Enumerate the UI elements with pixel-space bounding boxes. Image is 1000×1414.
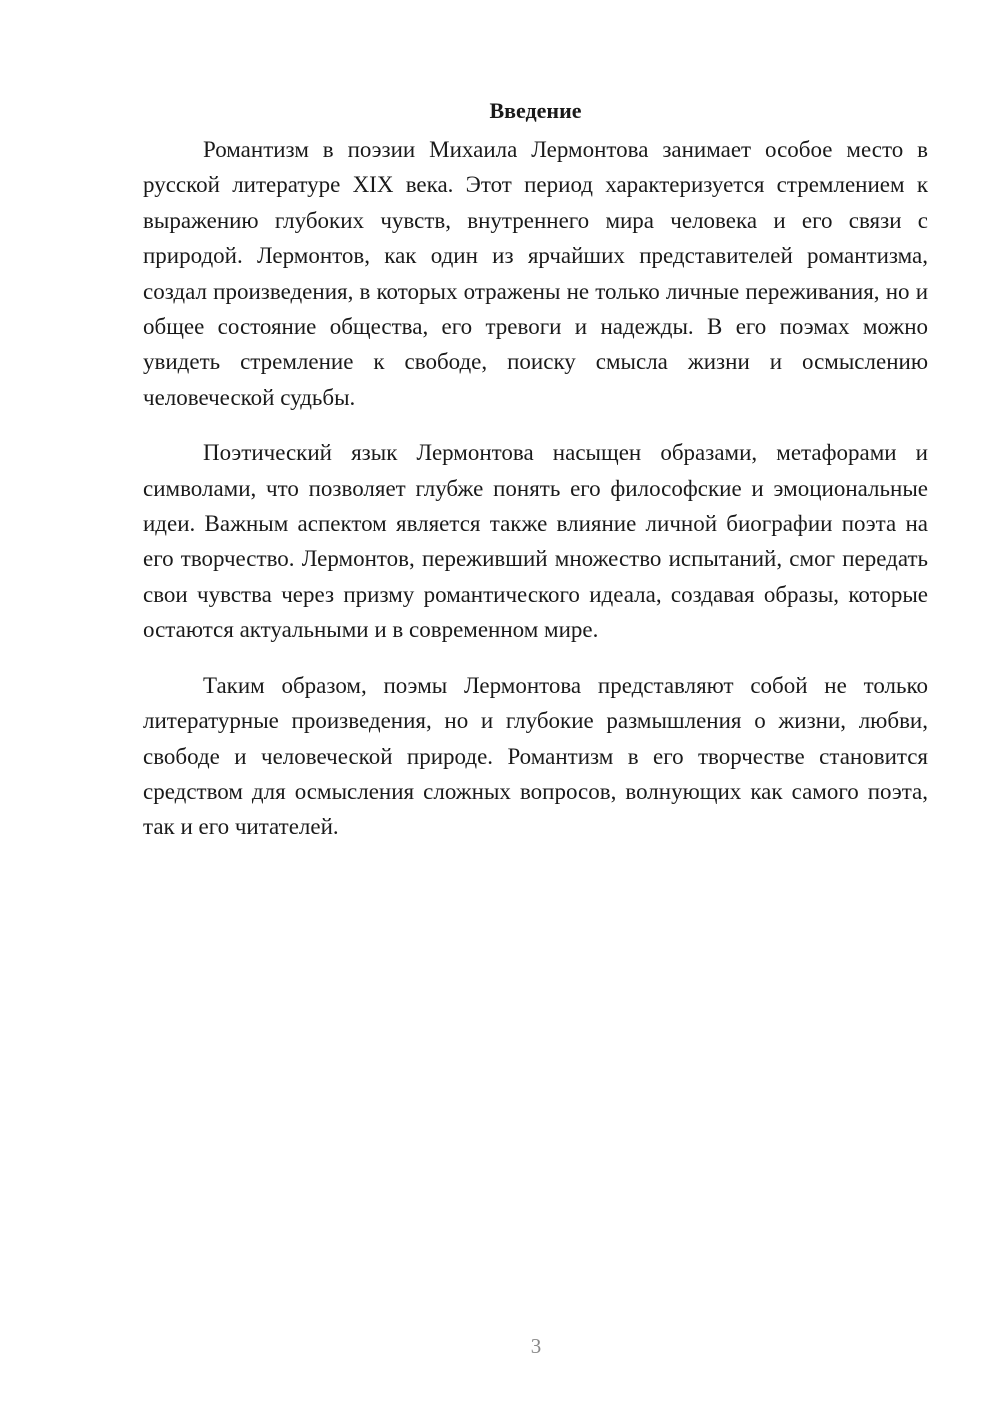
page-content [143,96,928,865]
paragraph-2: Поэтический язык Лермонтова насыщен образами, метафорами и символами, что позволяет глубже понять его философские и эмоциональные идеи. Важным аспектом является также влияние личной биографии поэта на его творчество. Лермонтов, переживший множество испытаний, смог передать свои чувства через призму романтического идеала, создавая образы, которые остаются актуальными и в современном мире. [143,440,928,643]
paragraph-1: Романтизм в поэзии Михаила Лермонтова занимает особое место в русской литературе XIX века. Этот период характеризуется стремлением к выражению глубоких чувств, внутреннего мира человека и его связи с природой. Лермонтов, как один из ярчайших представителей романтизма, создал произведения, в которых отражены не только личные переживания, но и общее состояние общества, его тревоги и надежды. В его поэмах можно увидеть стремление к свободе, поиску смысла жизни и осмыслению человеческой судьбы. [143,137,928,410]
paragraph-3: Таким образом, поэмы Лермонтова представляют собой не только литературные произведения, но и глубокие размышления о жизни, любви, свободе и человеческой природе. Романтизм в его творчестве становится средством для осмысления сложных вопросов, волнующих как самого поэта, так и его читателей. [143,672,928,840]
page-number: 3 [530,1334,542,1358]
section-title: Введение [489,98,582,123]
